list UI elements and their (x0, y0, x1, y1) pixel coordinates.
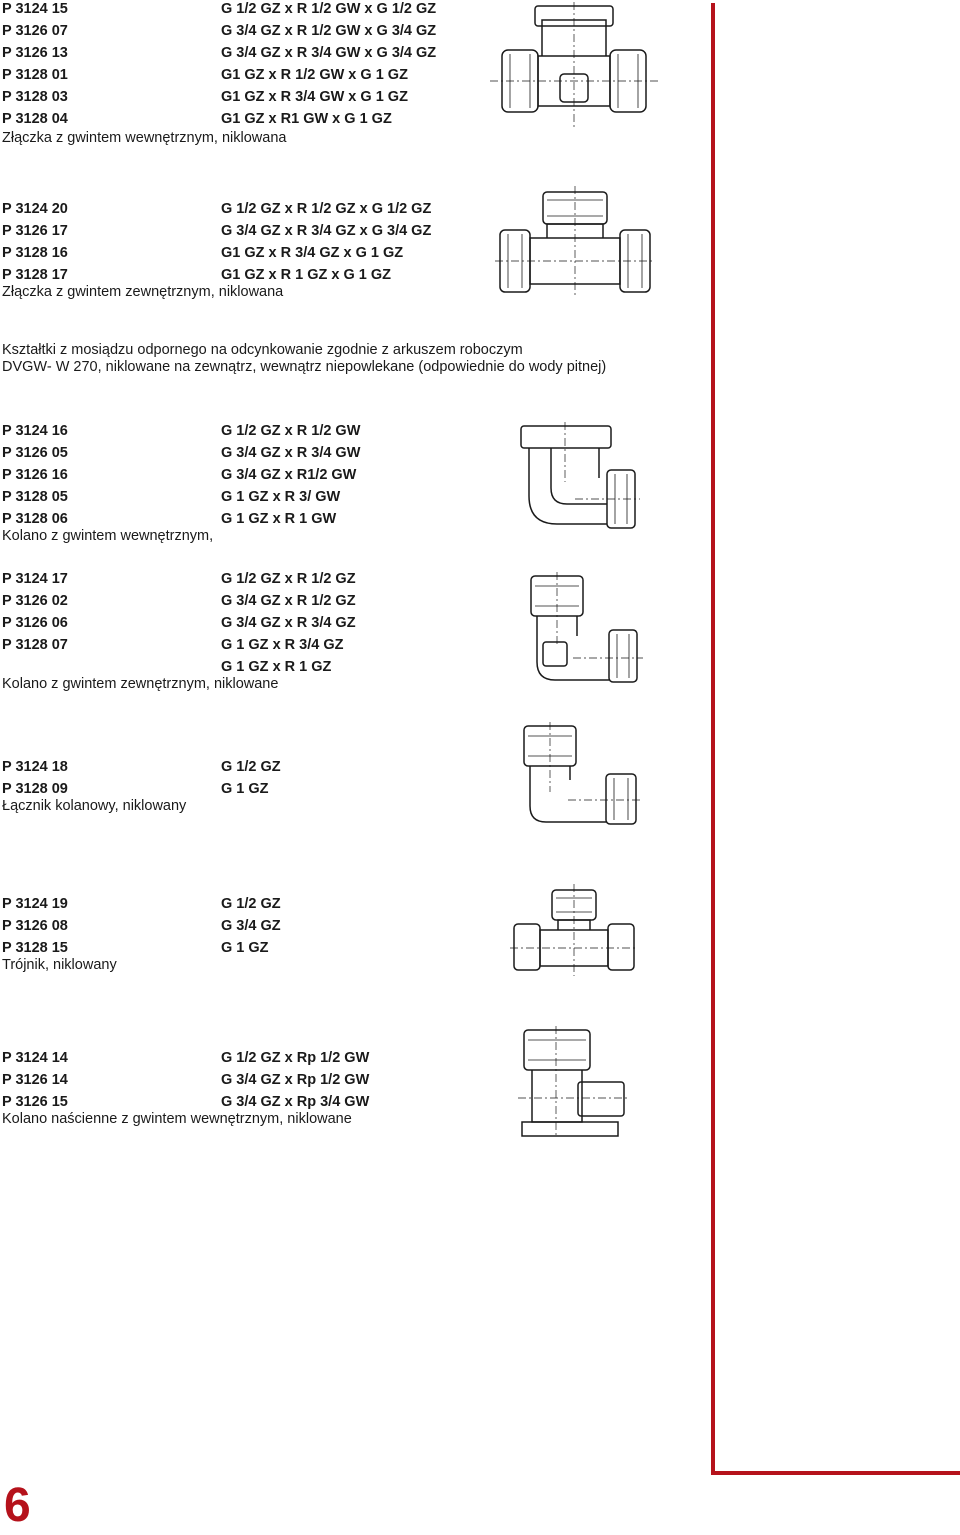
product-code: P 3128 05 (2, 489, 68, 505)
product-code: P 3126 14 (2, 1072, 68, 1088)
product-code: P 3126 08 (2, 918, 68, 934)
product-code: P 3128 09 (2, 781, 68, 797)
product-code: P 3124 18 (2, 759, 68, 775)
product-spec: G 1/2 GZ (221, 759, 281, 775)
product-code: P 3128 01 (2, 67, 68, 83)
product-code: P 3128 04 (2, 111, 68, 127)
product-code: P 3124 14 (2, 1050, 68, 1066)
product-spec: G 3/4 GZ x R 3/4 GW (221, 445, 361, 461)
product-code: P 3128 15 (2, 940, 68, 956)
product-code: P 3124 17 (2, 571, 68, 587)
product-description: Łącznik kolanowy, niklowany (2, 798, 187, 814)
material-note-line: Kształtki z mosiądzu odpornego na odcynkowanie zgodnie z arkuszem roboczym (2, 342, 523, 358)
product-code: P 3128 03 (2, 89, 68, 105)
product-description: Kolano naścienne z gwintem wewnętrznym, niklowane (2, 1111, 352, 1127)
product-spec: G 3/4 GZ x R 1/2 GZ (221, 593, 356, 609)
product-spec: G 3/4 GZ x R 3/4 GZ (221, 615, 356, 631)
product-spec: G 1/2 GZ (221, 896, 281, 912)
product-spec: G1 GZ x R1 GW x G 1 GZ (221, 111, 392, 127)
product-spec: G 1 GZ x R 1 GZ (221, 659, 332, 675)
product-spec: G 1/2 GZ x Rp 1/2 GW (221, 1050, 370, 1066)
page-number: 6 (4, 1479, 31, 1532)
product-description: Kolano z gwintem wewnętrznym, (2, 528, 214, 544)
product-spec: G 3/4 GZ x R 1/2 GW x G 3/4 GZ (221, 23, 437, 39)
product-spec: G1 GZ x R 3/4 GZ x G 1 GZ (221, 245, 404, 261)
material-note (2, 342, 606, 376)
product-code: P 3126 02 (2, 593, 68, 609)
product-code: P 3126 06 (2, 615, 68, 631)
tee-drawing (510, 884, 638, 976)
product-spec: G 1 GZ x R 3/ GW (221, 489, 341, 505)
product-spec: G 3/4 GZ (221, 918, 281, 934)
product-code: P 3124 20 (2, 201, 68, 217)
product-description: Złączka z gwintem zewnętrznym, niklowana (2, 284, 284, 300)
product-spec: G 3/4 GZ x Rp 1/2 GW (221, 1072, 370, 1088)
product-spec: G 1 GZ x R 3/4 GZ (221, 637, 344, 653)
wall-elbow-drawing (518, 1026, 630, 1141)
product-spec: G 1/2 GZ x R 1/2 GW x G 1/2 GZ (221, 1, 437, 17)
product-spec: G1 GZ x R 3/4 GW x G 1 GZ (221, 89, 408, 105)
product-code: P 3126 15 (2, 1094, 68, 1110)
product-code: P 3128 16 (2, 245, 68, 261)
product-spec: G 3/4 GZ x R 3/4 GW x G 3/4 GZ (221, 45, 437, 61)
product-spec: G 1 GZ (221, 781, 269, 797)
product-description: Trójnik, niklowany (2, 957, 117, 973)
product-code: P 3128 06 (2, 511, 68, 527)
product-code: P 3124 16 (2, 423, 68, 439)
accent-vertical-line (711, 3, 715, 1473)
elbow-female-drawing (515, 422, 640, 530)
elbow-male-drawing (525, 572, 643, 687)
product-code: P 3128 17 (2, 267, 68, 283)
product-spec: G1 GZ x R 1 GZ x G 1 GZ (221, 267, 392, 283)
tee-male-drawing (495, 186, 655, 298)
product-spec: G 1/2 GZ x R 1/2 GZ (221, 571, 356, 587)
product-description: Złączka z gwintem wewnętrznym, niklowana (2, 130, 287, 146)
product-code: P 3126 13 (2, 45, 68, 61)
product-spec: G 3/4 GZ x R1/2 GW (221, 467, 357, 483)
tee-female-drawing (490, 2, 660, 127)
product-code: P 3126 07 (2, 23, 68, 39)
elbow-connector-drawing (518, 722, 640, 827)
accent-horizontal-line (711, 1471, 960, 1475)
product-spec: G 1/2 GZ x R 1/2 GZ x G 1/2 GZ (221, 201, 432, 217)
product-spec: G 3/4 GZ x Rp 3/4 GW (221, 1094, 370, 1110)
product-spec: G 1/2 GZ x R 1/2 GW (221, 423, 361, 439)
product-code: P 3124 15 (2, 1, 68, 17)
product-spec: G 1 GZ x R 1 GW (221, 511, 337, 527)
product-spec: G1 GZ x R 1/2 GW x G 1 GZ (221, 67, 408, 83)
product-code: P 3126 17 (2, 223, 68, 239)
product-code: P 3126 05 (2, 445, 68, 461)
product-code: P 3126 16 (2, 467, 68, 483)
product-code: P 3124 19 (2, 896, 68, 912)
product-code: P 3128 07 (2, 637, 68, 653)
material-note-line: DVGW- W 270, niklowane na zewnątrz, wewnątrz niepowlekane (odpowiednie do wody pitnej) (2, 359, 607, 375)
product-description: Kolano z gwintem zewnętrznym, niklowane (2, 676, 279, 692)
product-spec: G 1 GZ (221, 940, 269, 956)
product-spec: G 3/4 GZ x R 3/4 GZ x G 3/4 GZ (221, 223, 432, 239)
